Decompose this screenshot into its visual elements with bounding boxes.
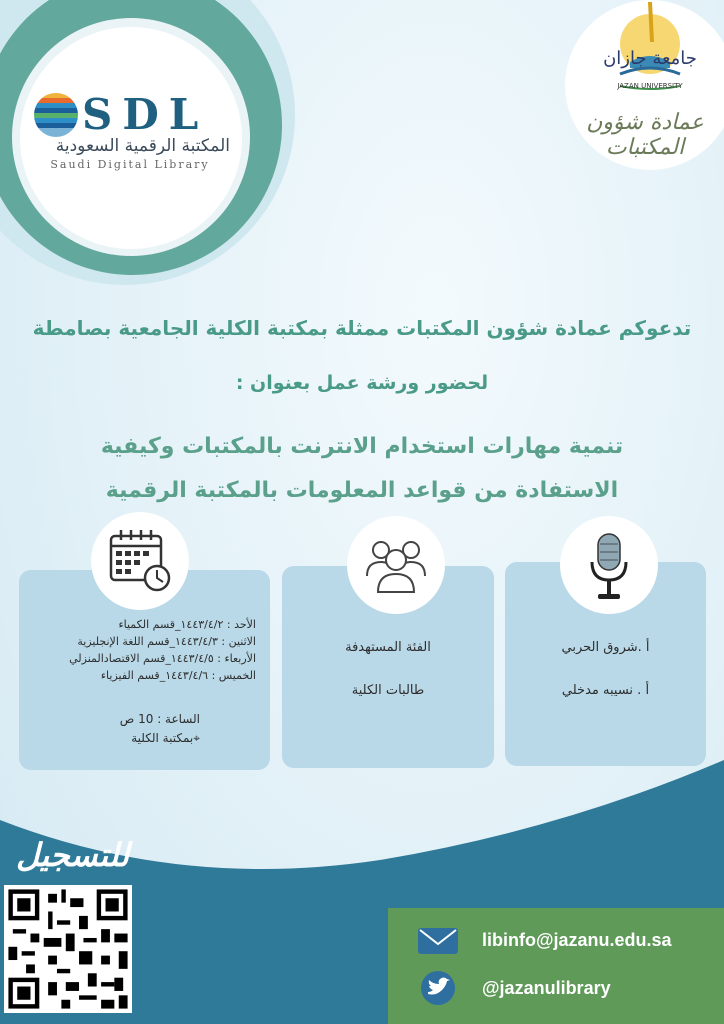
schedule-list <box>24 616 256 684</box>
register-label: للتسجيل <box>16 836 130 874</box>
people-badge <box>347 516 445 614</box>
audience-label: الفئة المستهدفة <box>345 640 431 655</box>
audience-value: طالبات الكلية <box>351 683 425 698</box>
workshop-title-line2: الاستفادة من قواعد المعلومات بالمكتبة الرقمية <box>105 478 619 503</box>
deanship-name: عمادة شؤون المكتبات <box>586 110 704 160</box>
workshop-location: بمكتبة الكلية <box>131 731 194 745</box>
contact-twitter[interactable]: @jazanulibrary <box>482 978 611 998</box>
time-location <box>24 710 200 748</box>
sdl-logo <box>22 88 232 178</box>
workshop-location-row <box>24 729 200 748</box>
twitter-icon <box>416 970 460 1006</box>
schedule-day-4: الخميس : ١٤٤٣/٤/٦_قسم الفيزياء <box>100 669 256 682</box>
email-icon <box>416 922 460 958</box>
university-english-name: JAZAN UNIVERSITY <box>617 82 683 90</box>
people-icon <box>347 516 445 614</box>
sdl-globe-icon <box>30 92 82 138</box>
workshop-intro: لحضور ورشة عمل بعنوان : <box>235 372 489 394</box>
location-pin-icon: ⌖ <box>193 731 200 745</box>
calendar-badge <box>91 512 189 610</box>
workshop-time: الساعة : 10 ص <box>119 712 200 726</box>
microphone-icon <box>560 516 658 614</box>
calendar-icon <box>91 512 189 610</box>
schedule-day-1: الأحد : ١٤٤٣/٤/٢_قسم الكمياء <box>118 618 256 631</box>
registration-qr-code[interactable] <box>4 885 132 1013</box>
sdl-letters: SDL <box>82 90 209 139</box>
presenter-name-2: أ . نسيبه مدخلي <box>561 683 650 698</box>
microphone-badge <box>560 516 658 614</box>
workshop-title-line1: تنمية مهارات استخدام الانترنت بالمكتبات وكيفية <box>100 434 624 459</box>
university-logo-text: جامعة جازان <box>603 48 697 69</box>
presenter-name-1: أ .شروق الحربي <box>561 640 650 655</box>
schedule-day-2: الاثنين : ١٤٤٣/٤/٣_قسم اللغة الإنجليزية <box>77 635 256 648</box>
contact-email[interactable]: libinfo@jazanu.edu.sa <box>482 930 672 950</box>
twitter-row[interactable] <box>388 968 724 1008</box>
sdl-english-name: Saudi Digital Library <box>50 158 210 171</box>
schedule-day-3: الأربعاء : ١٤٤٣/٤/٥_قسم الاقتصادالمنزلي <box>69 652 256 665</box>
email-row[interactable] <box>388 920 724 960</box>
jazan-university-logo <box>590 2 710 112</box>
invitation-line: تدعوكم عمادة شؤون المكتبات ممثلة بمكتبة الكلية الجامعية بصامطة <box>32 316 692 340</box>
contact-box <box>388 908 724 1024</box>
sdl-arabic-name: المكتبة الرقمية السعودية <box>55 136 230 156</box>
